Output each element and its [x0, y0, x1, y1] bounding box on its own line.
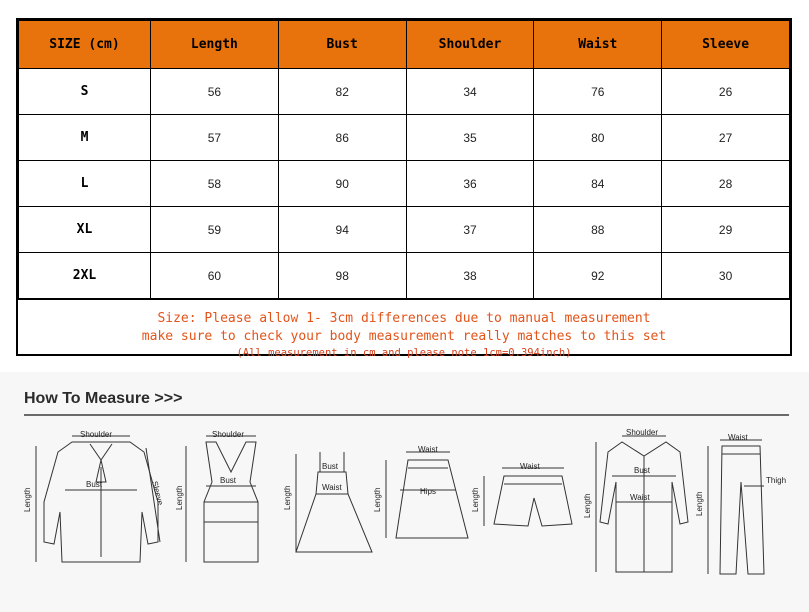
- length-cell: 59: [151, 207, 279, 253]
- shorts-diagram: [471, 462, 572, 526]
- shoulder-cell: 34: [406, 69, 534, 115]
- length-label: Length: [583, 493, 592, 518]
- bust-cell: 94: [278, 207, 406, 253]
- sleeve-cell: 26: [662, 69, 790, 115]
- waist-label: Waist: [630, 493, 650, 502]
- note-line-1: Size: Please allow 1- 3cm differences due to manual measurement: [157, 311, 651, 326]
- header-shoulder: Shoulder: [406, 21, 534, 69]
- waist-label: Waist: [322, 483, 342, 492]
- how-to-measure-section: [0, 372, 809, 612]
- header-size: SIZE (cm): [19, 21, 151, 69]
- waist-label: Waist: [418, 445, 438, 454]
- waist-cell: 88: [534, 207, 662, 253]
- waist-label: Waist: [728, 433, 748, 442]
- length-label: Length: [471, 487, 480, 512]
- garment-diagrams: [0, 372, 809, 612]
- length-label: Length: [373, 487, 382, 512]
- shoulder-label: Shoulder: [626, 428, 659, 437]
- thigh-label: Thigh: [766, 476, 787, 485]
- waist-cell: 92: [534, 253, 662, 299]
- how-to-measure-title: How To Measure >>>: [24, 390, 183, 407]
- tank-top-diagram: [175, 430, 258, 562]
- shoulder-label: Shoulder: [80, 430, 113, 439]
- bust-label: Bust: [220, 476, 237, 485]
- length-label: Length: [23, 487, 32, 512]
- shoulder-cell: 38: [406, 253, 534, 299]
- trousers-diagram: [695, 433, 786, 574]
- shoulder-label: Shoulder: [212, 430, 245, 439]
- size-cell: S: [19, 69, 151, 115]
- note-line-3: (All measurement in cm and please note 1cm=0.394inch): [236, 347, 572, 359]
- note-line-2: make sure to check your body measurement really matches to this set: [141, 329, 667, 344]
- length-label: Length: [175, 485, 184, 510]
- waist-cell: 80: [534, 115, 662, 161]
- sleeve-cell: 27: [662, 115, 790, 161]
- bust-label: Bust: [86, 480, 103, 489]
- bust-cell: 98: [278, 253, 406, 299]
- header-bust: Bust: [278, 21, 406, 69]
- length-label: Length: [695, 491, 704, 516]
- length-cell: 60: [151, 253, 279, 299]
- coat-diagram: [583, 428, 688, 572]
- shoulder-cell: 37: [406, 207, 534, 253]
- header-sleeve: Sleeve: [662, 21, 790, 69]
- table-header-row: [19, 21, 790, 69]
- bust-label: Bust: [322, 462, 339, 471]
- table-row: [19, 253, 790, 299]
- size-cell: XL: [19, 207, 151, 253]
- length-cell: 57: [151, 115, 279, 161]
- shoulder-cell: 36: [406, 161, 534, 207]
- length-cell: 58: [151, 161, 279, 207]
- waist-cell: 76: [534, 69, 662, 115]
- measurement-note: [18, 299, 790, 369]
- header-waist: Waist: [534, 21, 662, 69]
- sleeve-cell: 28: [662, 161, 790, 207]
- table-row: [19, 207, 790, 253]
- skirt-diagram: [373, 445, 468, 538]
- bust-cell: 82: [278, 69, 406, 115]
- table-row: [19, 69, 790, 115]
- sleeve-cell: 30: [662, 253, 790, 299]
- size-cell: 2XL: [19, 253, 151, 299]
- hips-label: Hips: [420, 487, 437, 496]
- sleeve-cell: 29: [662, 207, 790, 253]
- bust-cell: 90: [278, 161, 406, 207]
- waist-label: Waist: [520, 462, 540, 471]
- length-cell: 56: [151, 69, 279, 115]
- bust-cell: 86: [278, 115, 406, 161]
- dress-diagram: [283, 452, 372, 552]
- table-row: [19, 161, 790, 207]
- size-cell: L: [19, 161, 151, 207]
- blouse-diagram: [23, 430, 165, 562]
- sleeve-label: Sleeve: [150, 480, 166, 507]
- header-length: Length: [151, 21, 279, 69]
- size-chart-table: [16, 18, 792, 359]
- length-label: Length: [283, 485, 292, 510]
- bust-label: Bust: [634, 466, 651, 475]
- table-row: [19, 115, 790, 161]
- waist-cell: 84: [534, 161, 662, 207]
- shoulder-cell: 35: [406, 115, 534, 161]
- size-cell: M: [19, 115, 151, 161]
